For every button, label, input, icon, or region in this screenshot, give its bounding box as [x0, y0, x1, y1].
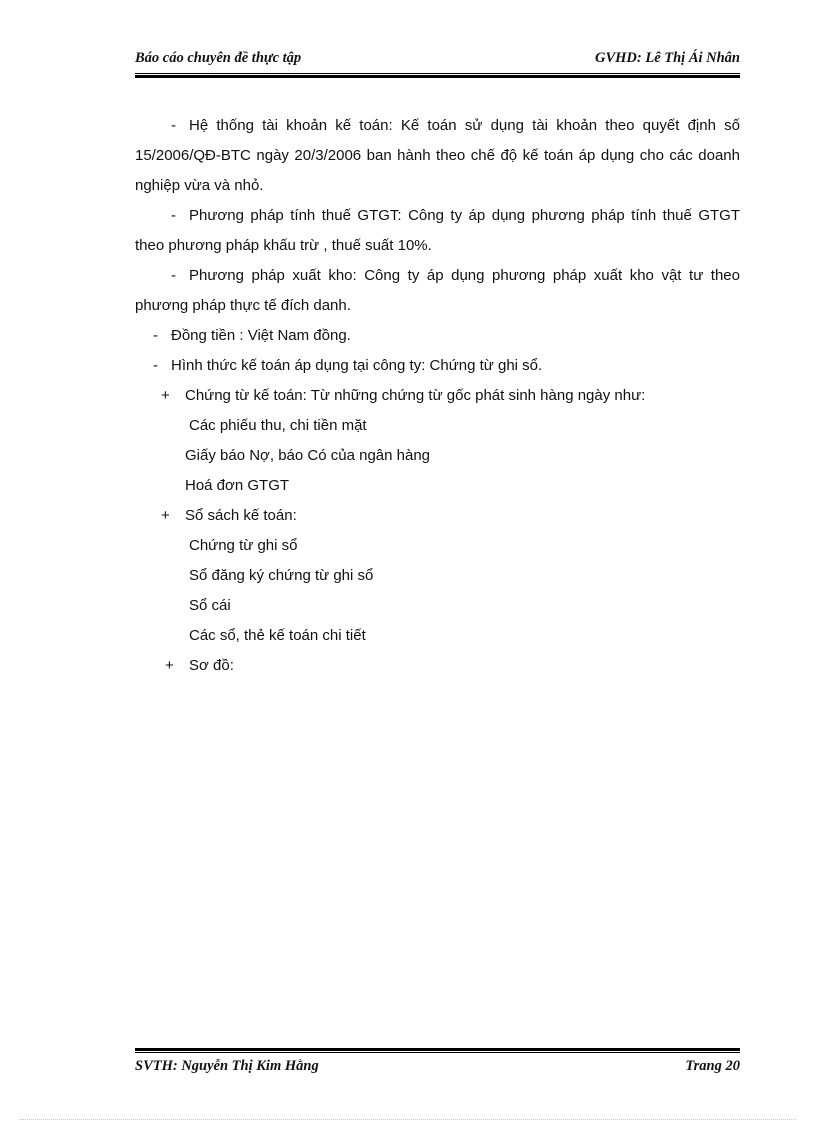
sub-item: Các sổ, thẻ kế toán chi tiết [189, 627, 366, 644]
line-accounting-form [135, 351, 740, 381]
page-header [135, 50, 740, 72]
sub-item: Sổ cái [189, 597, 231, 614]
list-marker: + [165, 657, 174, 674]
paragraph-text: Phương pháp xuất kho: Công ty áp dụng phương pháp xuất kho vật tư theo phương pháp thực tế đích danh. [135, 267, 740, 314]
header-supervisor: GVHD: Lê Thị Ái Nhân [594, 50, 740, 66]
line-vouchers [135, 381, 740, 411]
paragraph-text: Hệ thống tài khoản kế toán: Kế toán sử dụng tài khoản theo quyết định số 15/2006/QĐ-BTC ngày 20/3/2006 ban hành theo chế độ kế toán áp dụng cho các doanh nghiệp vừa và nhỏ. [135, 117, 740, 194]
paragraph-inventory-method [135, 261, 740, 321]
list-marker: - [153, 357, 158, 374]
line-text: Sơ đồ: [189, 657, 234, 674]
paragraph-text: Phương pháp tính thuế GTGT: Công ty áp dụng phương pháp tính thuế GTGT theo phương pháp khấu trừ , thuế suất 10%. [135, 207, 740, 254]
sub-item: Hoá đơn GTGT [185, 477, 290, 494]
list-marker: + [161, 387, 170, 404]
paragraph-vat-method [135, 201, 740, 261]
line-text: Sổ sách kế toán: [185, 507, 297, 524]
page-footer [135, 1058, 740, 1080]
paragraph-account-system [135, 111, 740, 201]
list-marker: - [171, 267, 176, 284]
line-books [135, 501, 740, 531]
header-rule-thin [135, 73, 740, 74]
list-marker: - [153, 327, 158, 344]
sub-item: Sổ đăng ký chứng từ ghi sổ [189, 567, 374, 584]
line-text: Đồng tiền : Việt Nam đồng. [171, 327, 351, 344]
list-marker: - [171, 207, 176, 224]
list-marker: - [171, 117, 176, 134]
header-report-title: Báo cáo chuyên đề thực tập [135, 50, 302, 66]
line-text: Hình thức kế toán áp dụng tại công ty: Chứng từ ghi sổ. [171, 357, 543, 374]
page-body [135, 111, 740, 681]
line-currency [135, 321, 740, 351]
footer-rule-thick [135, 1048, 740, 1051]
line-diagram [135, 651, 740, 681]
page-edge-dotted-line [20, 1119, 796, 1120]
line-text: Chứng từ kế toán: Từ những chứng từ gốc phát sinh hàng ngày như: [185, 387, 646, 404]
footer-rule-thin [135, 1052, 740, 1053]
footer-page-number: Trang 20 [685, 1058, 740, 1074]
footer-student: SVTH: Nguyễn Thị Kim Hằng [135, 1058, 319, 1074]
sub-item: Chứng từ ghi sổ [189, 537, 298, 554]
list-marker: + [161, 507, 170, 524]
sub-item: Các phiếu thu, chi tiền mặt [189, 417, 367, 434]
header-rule-thick [135, 75, 740, 78]
sub-item: Giấy báo Nợ, báo Có của ngân hàng [185, 447, 431, 464]
